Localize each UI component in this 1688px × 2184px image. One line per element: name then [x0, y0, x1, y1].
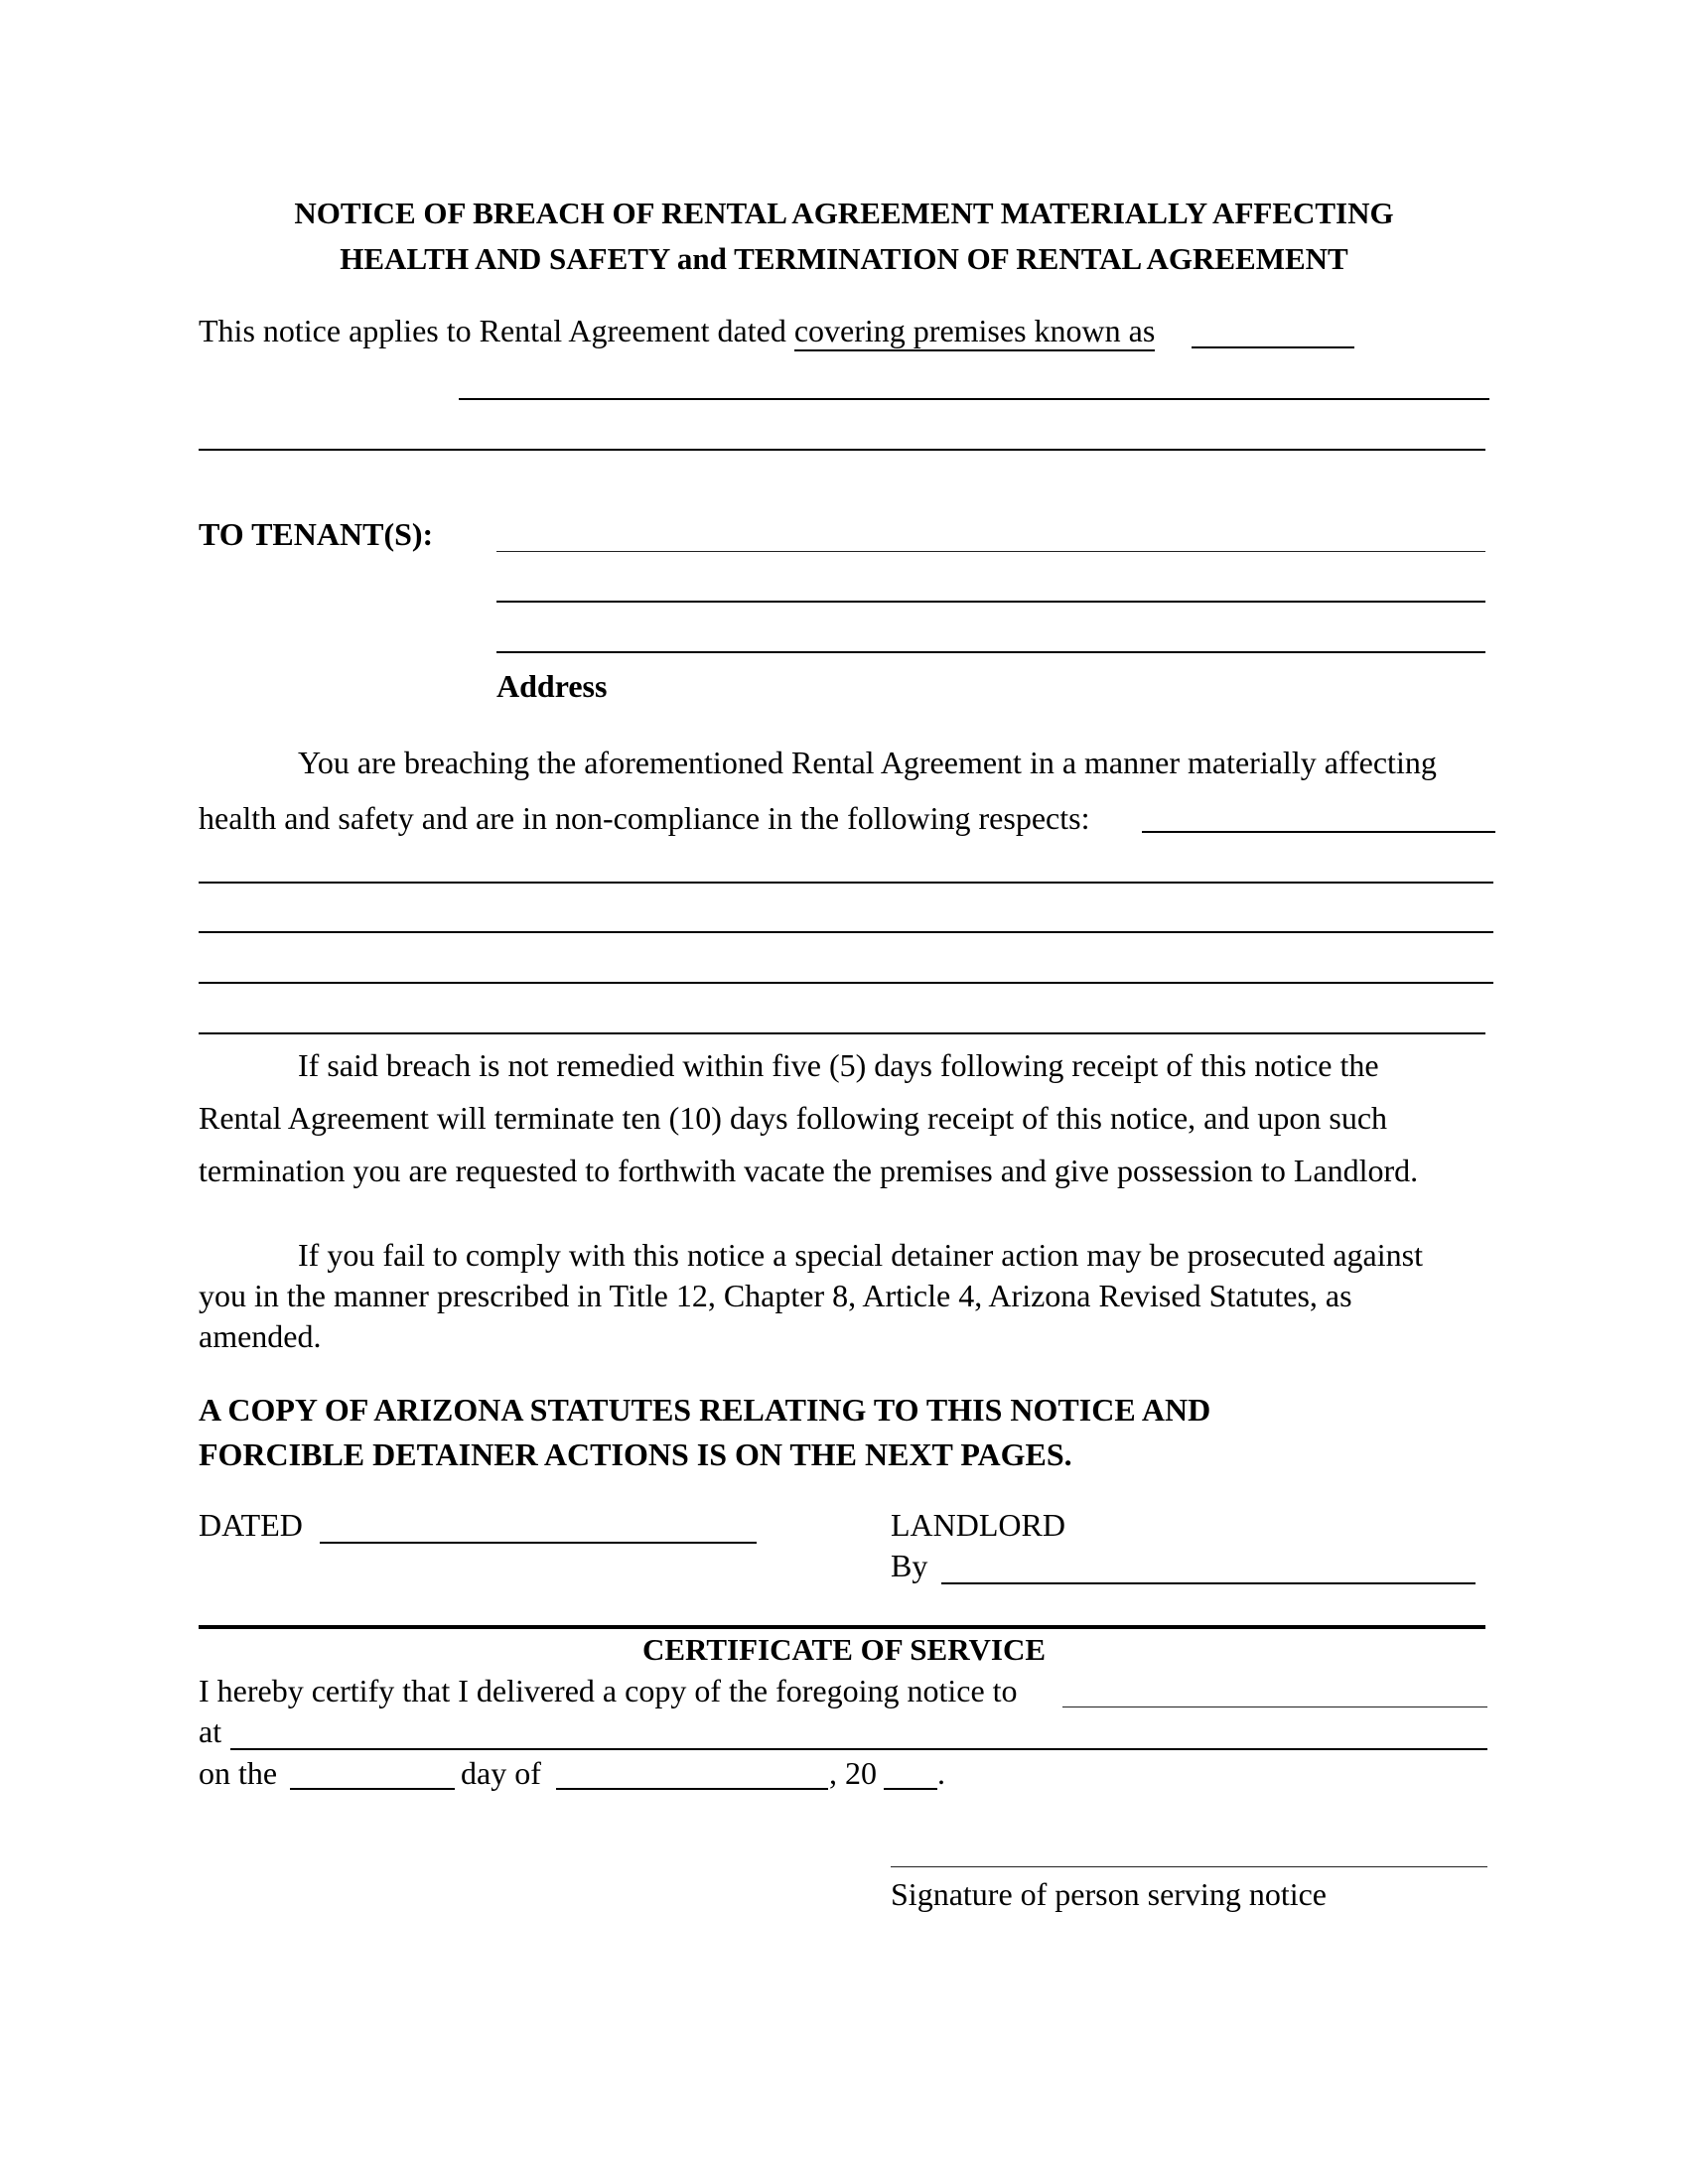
intro-text [199, 315, 1155, 346]
dated-label: DATED [199, 1507, 303, 1543]
certify-text: I hereby certify that I delivered a copy of the foregoing notice to [199, 1673, 1018, 1708]
day-of-label: day of [461, 1755, 541, 1791]
premises-field-line-2[interactable] [459, 398, 1489, 400]
statutes-notice-line-2: FORCIBLE DETAINER ACTIONS IS ON THE NEXT PAGES. [199, 1436, 1072, 1472]
server-signature-field[interactable] [891, 1866, 1487, 1867]
noncompliance-field-1[interactable] [1142, 831, 1495, 833]
remedy-text-line-1: If said breach is not remedied within five (5) days following receipt of this notice the [298, 1047, 1379, 1083]
notice-title-line-2: HEALTH AND SAFETY and TERMINATION OF RENTAL AGREEMENT [340, 241, 1348, 276]
landlord-label: LANDLORD [891, 1507, 1065, 1543]
remedy-text-line-3: termination you are requested to forthwith vacate the premises and give possession to Landlord. [199, 1153, 1419, 1188]
delivered-to-field[interactable] [1062, 1706, 1487, 1707]
tenant-address-field-1[interactable] [496, 601, 1485, 603]
intro-prefix: This notice applies to Rental Agreement dated [199, 313, 786, 348]
comply-text-line-3: amended. [199, 1318, 322, 1354]
rental-agreement-premises-field[interactable] [1192, 346, 1354, 348]
dated-field[interactable] [320, 1542, 757, 1544]
day-field[interactable] [290, 1788, 455, 1790]
noncompliance-field-2[interactable] [199, 882, 1493, 884]
remedy-text-line-2: Rental Agreement will terminate ten (10) days following receipt of this notice, and upon such [199, 1100, 1388, 1136]
on-the-label: on the [199, 1755, 278, 1791]
noncompliance-field-3[interactable] [199, 931, 1493, 933]
statutes-notice-line-1: A COPY OF ARIZONA STATUTES RELATING TO THIS NOTICE AND [199, 1392, 1211, 1428]
delivery-address-field[interactable] [230, 1748, 1487, 1750]
breach-text-line-1: You are breaching the aforementioned Rental Agreement in a manner materially affecting [298, 745, 1437, 780]
comply-text-line-1: If you fail to comply with this notice a special detainer action may be prosecuted against [298, 1237, 1423, 1273]
to-tenants-label: TO TENANT(S): [199, 516, 434, 552]
at-label: at [199, 1713, 222, 1749]
month-field[interactable] [556, 1788, 828, 1790]
breach-text-line-2: health and safety and are in non-compliance in the following respects: [199, 800, 1090, 836]
section-divider [199, 1625, 1485, 1629]
noncompliance-field-5[interactable] [199, 1032, 1485, 1034]
address-label: Address [496, 668, 608, 704]
year-prefix: , 20 [829, 1755, 877, 1791]
year-suffix: . [937, 1755, 945, 1791]
noncompliance-field-4[interactable] [199, 982, 1493, 984]
tenant-address-field-2[interactable] [496, 651, 1485, 653]
comply-text-line-2: you in the manner prescribed in Title 12, Chapter 8, Article 4, Arizona Revised Statutes, as [199, 1278, 1352, 1313]
premises-field-line-3[interactable] [199, 449, 1485, 451]
notice-title-line-1: NOTICE OF BREACH OF RENTAL AGREEMENT MATERIALLY AFFECTING [294, 196, 1394, 230]
by-label: By [891, 1548, 928, 1583]
signature-caption: Signature of person serving notice [891, 1876, 1327, 1912]
tenant-name-field[interactable] [496, 551, 1485, 552]
landlord-signature-field[interactable] [941, 1582, 1476, 1584]
year-field[interactable] [884, 1788, 937, 1790]
certificate-heading: CERTIFICATE OF SERVICE [641, 1632, 1047, 1667]
intro-premises-underlined: covering premises known as [794, 313, 1155, 351]
